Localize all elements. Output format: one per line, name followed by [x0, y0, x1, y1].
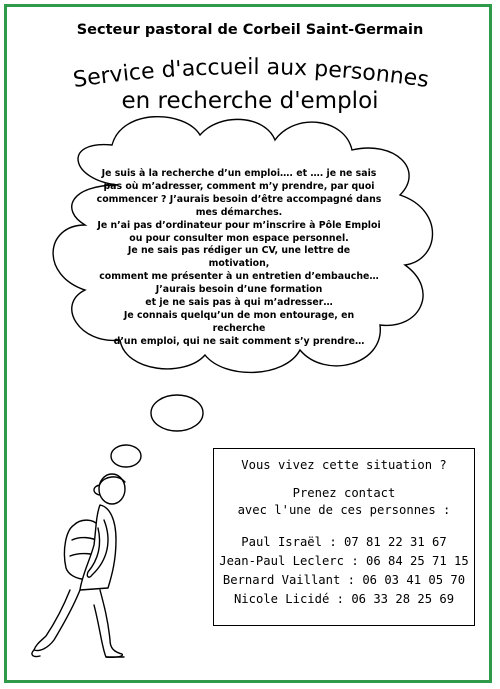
contact-box — [213, 448, 475, 626]
cloud-line: Je suis à la recherche d’un emploi…. et …. je ne sais — [101, 168, 377, 179]
sector-heading: Secteur pastoral de Corbeil Saint-Germain — [76, 22, 424, 38]
cloud-line: Je ne sais pas rédiger un CV, une lettre de motivation, — [127, 245, 351, 270]
title-line-1: Service d'accueil aux personnes — [71, 55, 431, 94]
cloud-line: et je ne sais pas à qui m’adresser… — [145, 297, 333, 309]
cloud-line: Je connais quelqu’un de mon entourage, en recherche — [123, 309, 355, 334]
cloud-line: Je n’ai pas d’ordinateur pour m’inscrire à Pôle Emploi — [97, 219, 381, 231]
situation-question: Vous vivez cette situation ? — [241, 458, 447, 472]
contact-entry: Paul Israël : 07 81 22 31 67 — [241, 535, 447, 549]
cloud-line: comment me présenter à un entretien d’embauche… — [99, 271, 379, 283]
cloud-line: d’un emploi, qui ne sait comment s’y prendre… — [113, 335, 365, 347]
cloud-line: pas où m’adresser, comment m’y prendre, par quoi — [103, 180, 375, 192]
contact-entry: Bernard Vaillant : 06 03 41 05 70 — [222, 573, 466, 587]
contact-prompt-2: avec l'une de ces personnes : — [237, 503, 451, 517]
contact-prompt: Prenez contact — [292, 486, 396, 500]
cloud-line: commencer ? J’aurais besoin d’être accompagné dans — [96, 193, 382, 205]
title-line-2: en recherche d'emploi — [121, 88, 379, 114]
cloud-line: J’aurais besoin d’une formation — [155, 284, 323, 296]
contact-entry: Nicole Licidé : 06 33 28 25 69 — [233, 592, 455, 606]
contact-entry: Jean-Paul Leclerc : 06 84 25 71 15 — [219, 554, 469, 568]
cloud-line: mes démarches. — [195, 206, 283, 218]
cloud-line: ou pour consulter mon espace personnel. — [129, 232, 349, 244]
